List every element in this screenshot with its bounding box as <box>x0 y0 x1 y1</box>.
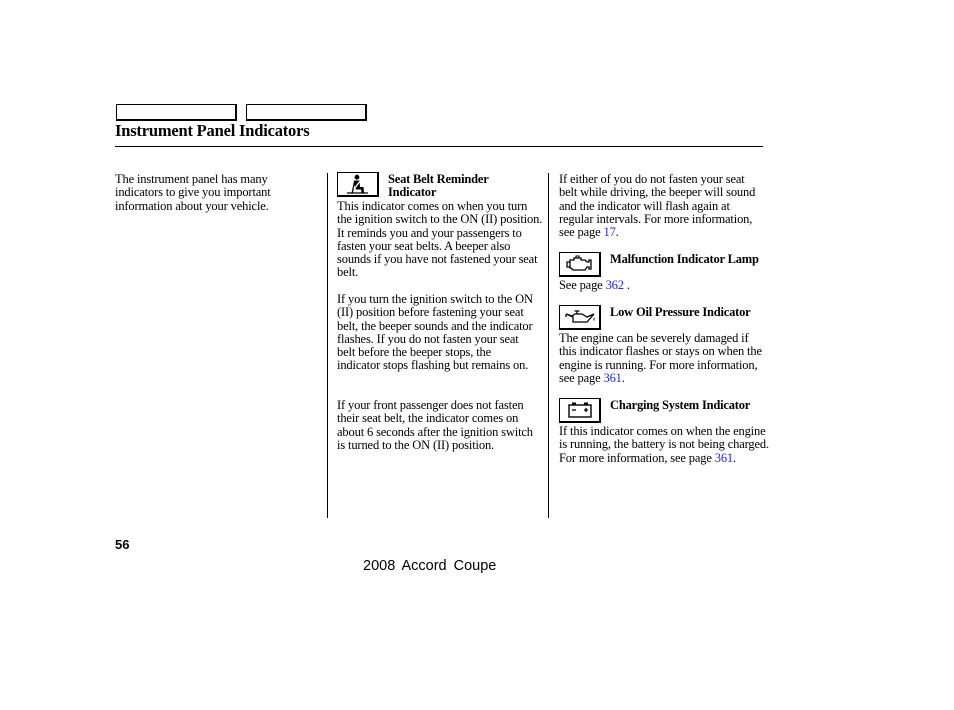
seat-belt-reminder-icon <box>343 174 373 194</box>
header-tab-right <box>246 104 367 121</box>
check-engine-icon <box>564 255 596 273</box>
page-number: 56 <box>115 537 130 552</box>
oil-can-icon <box>563 308 597 326</box>
page-361-link-oil[interactable]: 361 <box>603 370 622 385</box>
seat-belt-paragraph-1: This indicator comes on when you turn the ignition switch to the ON (II) position. It reminds you and your passengers to fasten your seat belts. A beeper also sounds if you have not fastened your seat belt. <box>337 199 543 280</box>
seat-belt-heading: Seat Belt Reminder Indicator <box>388 172 489 200</box>
intro-paragraph: The instrument panel has many indicators to give you important information about your vehicle. <box>115 172 271 213</box>
column-divider-2 <box>548 173 549 518</box>
oil-pressure-heading: Low Oil Pressure Indicator <box>610 305 751 319</box>
malfunction-icon-box <box>559 252 601 277</box>
page-17-link[interactable]: 17 <box>603 225 616 240</box>
seat-belt-icon-box <box>337 172 379 197</box>
seat-belt-continued-paragraph: If either of you do not fasten your seat belt while driving, the beeper will sound and the indicator will flash again at regular intervals. For more information, see page 17. <box>559 172 756 240</box>
seat-belt-paragraph-3: If your front passenger does not fasten their seat belt, the indicator comes on about 6 seconds after the ignition switch is turned to the ON (II) position. <box>337 398 533 452</box>
oil-pressure-paragraph: The engine can be severely damaged if this indicator flashes or stays on when the engine is running. For more information, see page 361. <box>559 331 762 385</box>
charging-icon-box <box>559 398 601 423</box>
page-title: Instrument Panel Indicators <box>115 121 310 140</box>
title-rule <box>115 146 763 147</box>
battery-icon <box>565 401 595 419</box>
page-361-link-charging[interactable]: 361 <box>714 450 734 465</box>
malfunction-heading: Malfunction Indicator Lamp <box>610 252 759 266</box>
header-tab-left <box>116 104 237 121</box>
malfunction-paragraph: See page 362 . <box>559 278 630 292</box>
charging-heading: Charging System Indicator <box>610 398 751 412</box>
charging-paragraph: If this indicator comes on when the engine is running, the battery is not being charged. For more information, see page 361. <box>559 424 769 465</box>
oil-pressure-icon-box <box>559 305 601 330</box>
footer-model: 2008 Accord Coupe <box>363 558 497 574</box>
page-362-link[interactable]: 362 <box>605 278 624 292</box>
seat-belt-paragraph-2: If you turn the ignition switch to the ON (II) position before fastening your seat belt, the beeper sounds and the indicator flashes. If you do not fasten your seat belt before the beeper stops, the indicator stops flashing but remains on. <box>337 292 533 373</box>
column-divider-1 <box>327 173 328 518</box>
